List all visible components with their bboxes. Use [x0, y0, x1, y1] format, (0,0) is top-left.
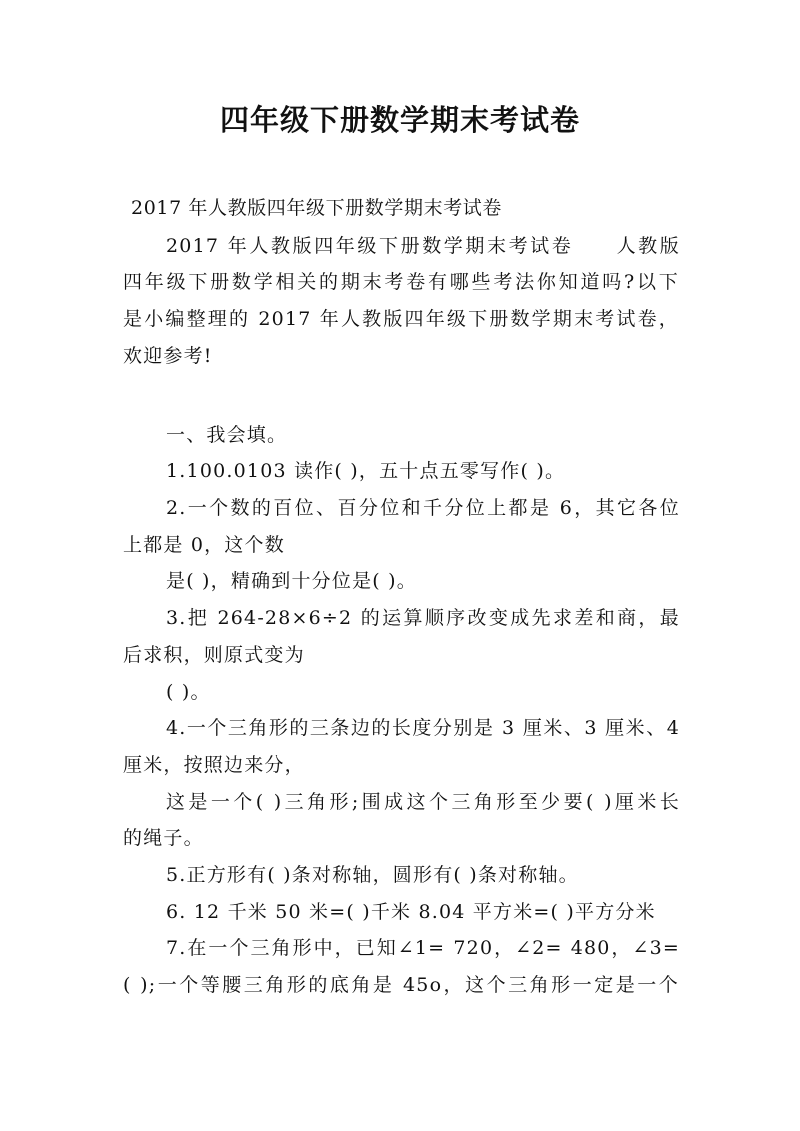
intro-line-4: 欢迎参考! — [123, 345, 213, 367]
document-title: 四年级下册数学期末考试卷 — [219, 103, 580, 137]
question-line-11: 的绳子。 — [123, 827, 204, 849]
question-line-14: 7.在一个三角形中，已知∠1= 720，∠2= 480，∠3= — [166, 937, 680, 959]
question-line-9: 厘米，按照边来分， — [123, 754, 305, 776]
question-line-4: 是( )，精确到十分位是( )。 — [166, 570, 417, 592]
question-line-13: 6. 12 千米 50 米=( )千米 8.04 平方米=( )平方分米 — [166, 901, 656, 923]
question-line-12: 5.正方形有( )条对称轴，圆形有( )条对称轴。 — [166, 864, 579, 886]
question-line-5: 3.把 264-28×6÷2 的运算顺序改变成先求差和商，最 — [166, 607, 680, 629]
question-line-6: 后求积，则原式变为 — [123, 644, 305, 666]
intro-line-2: 四年级下册数学相关的期末考卷有哪些考法你知道吗?以下 — [123, 271, 679, 293]
question-line-3: 上都是 0，这个数 — [123, 534, 285, 556]
question-line-8: 4.一个三角形的三条边的长度分别是 3 厘米、3 厘米、4 — [166, 717, 680, 739]
intro-line-1: 2017 年人教版四年级下册数学期末考试卷 人教版 — [166, 235, 680, 257]
question-line-10: 这是一个( )三角形;围成这个三角形至少要( )厘米长 — [166, 791, 680, 813]
question-line-7: ( )。 — [166, 681, 211, 703]
question-line-15: ( );一个等腰三角形的底角是 45o，这个三角形一定是一个 — [123, 974, 679, 996]
section-heading: 一、我会填。 — [166, 424, 288, 446]
intro-line-3: 是小编整理的 2017 年人教版四年级下册数学期末考试卷， — [123, 308, 679, 330]
document-subtitle: 2017 年人教版四年级下册数学期末考试卷 — [131, 197, 502, 219]
question-line-2: 2.一个数的百位、百分位和千分位上都是 6，其它各位 — [166, 497, 680, 519]
question-line-1: 1.100.0103 读作( )，五十点五零写作( )。 — [166, 460, 566, 482]
